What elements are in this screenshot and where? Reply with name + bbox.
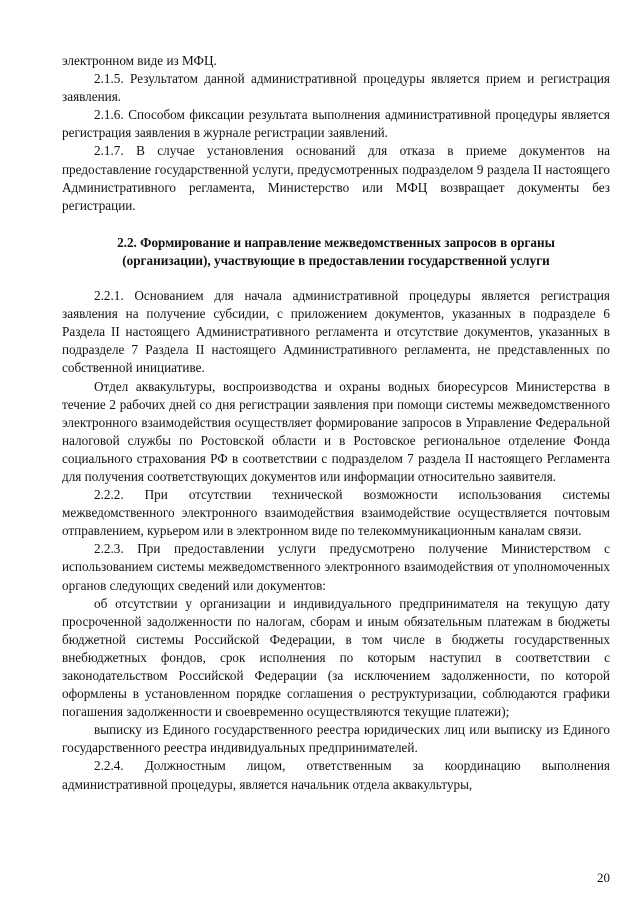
page-number: 20	[597, 870, 610, 885]
list-item-registry-extract: выписку из Единого государственного реестра юридических лиц или выписку из Единого государственного реестра индивидуальных предпринимателей.	[62, 722, 610, 756]
paragraph-2-2-2: 2.2.2. При отсутствии технической возможности использования системы межведомственного электронного взаимодействия взаимодействие осуществляется почтовым отправлением, курьером или в электронном виде по телекоммуникационным каналам связи.	[62, 487, 610, 539]
paragraph-2-1-6: 2.1.6. Способом фиксации результата выполнения административной процедуры является регистрация заявления в журнале регистрации заявлений.	[62, 107, 610, 141]
paragraph-2-2-4: 2.2.4. Должностным лицом, ответственным за координацию выполнения административной процедуры, является начальник отдела аквакультуры,	[62, 758, 610, 792]
paragraph-department: Отдел аквакультуры, воспроизводства и охраны водных биоресурсов Министерства в течение 2 рабочих дней со дня регистрации заявления при помощи системы межведомственного электронного взаимодействия осуществляет формирование запросов в Управление Федеральной налоговой службы по Ростовской области и в Ростовское региональное отделение Фонда социального страхования РФ в соответствии с подразделом 7 раздела II настоящего Регламента для получения соответствующих документов или информации относительно заявителя.	[62, 378, 610, 484]
paragraph-2-1-7: 2.1.7. В случае установления оснований для отказа в приеме документов на предоставление государственной услуги, предусмотренных подразделом 9 раздела II настоящего Административного регламента, Министерство или МФЦ возвращает документы без регистрации.	[62, 143, 610, 213]
document-page	[62, 52, 610, 882]
paragraph-continuation: электронном виде из МФЦ.	[62, 53, 217, 68]
section-heading: 2.2. Формирование и направление межведомственных запросов в органы (организации), участвующие в предоставлении государственной услуги	[117, 234, 555, 268]
spacer	[62, 215, 610, 234]
paragraph-2-2-1: 2.2.1. Основанием для начала административной процедуры является регистрация заявления на получение субсидии, с приложением документов, указанных в подразделе 6 Раздела II настоящего Административного регламента и отсутствие документов, указанных в подразделе 7 Раздела II настоящего Административного регламента, не представленных по собственной инициативе.	[62, 288, 610, 376]
paragraph-2-1-5: 2.1.5. Результатом данной административной процедуры является прием и регистрация заявления.	[62, 71, 610, 105]
list-item-tax-debt: об отсутствии у организации и индивидуального предпринимателя на текущую дату просроченной задолженности по налогам, сборам и иным обязательным платежам в бюджеты бюджетной системы Российской Федерации, в том числе в бюджеты государственных внебюджетных фондов, срок исполнения по которым наступил в соответствии с законодательством Российской Федерации (за исключением задолженности, по которой оформлены в установленном порядке соглашения о реструктуризации, соблюдаются графики погашения задолженности и своевременно осуществляются текущие платежи);	[62, 595, 610, 720]
paragraph-2-2-3: 2.2.3. При предоставлении услуги предусмотрено получение Министерством с использованием системы межведомственного электронного взаимодействия от уполномоченных органов следующих сведений или документов:	[62, 541, 610, 593]
spacer	[62, 270, 610, 287]
